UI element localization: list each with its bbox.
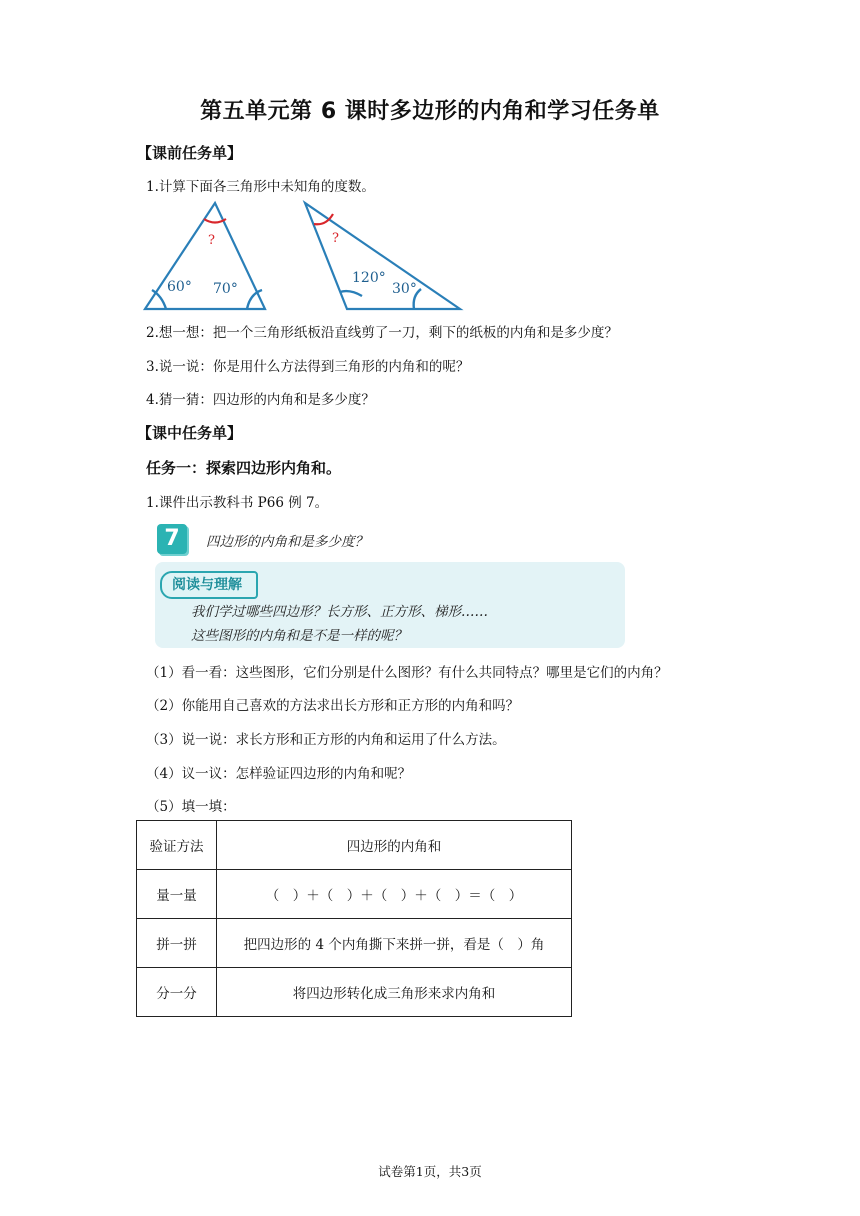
example-line-2: 这些图形的内角和是不是一样的呢？ [191, 628, 407, 644]
table-cell-fill-blank: （ ）＋（ ）＋（ ）＋（ ）＝（ ） [217, 870, 572, 919]
task1-intro: 1.课件出示教科书 P66 例 7。 [146, 495, 329, 511]
question-3: 3.说一说：你是用什么方法得到三角形的内角和的呢？ [146, 359, 470, 375]
read-understand-tag: 阅读与理解 [160, 571, 258, 599]
table-header-row [137, 821, 572, 870]
triangle-2-left-label: 120° [352, 270, 386, 286]
example-number-badge: 7 [157, 524, 187, 554]
pre-class-heading: 【课前任务单】 [137, 144, 243, 162]
question-1: 1.计算下面各三角形中未知角的度数。 [146, 179, 375, 195]
table-cell: 量一量 [137, 870, 217, 919]
triangle-1-left-angle-mark [152, 290, 166, 309]
table-cell: 拼一拼 [137, 919, 217, 968]
table-header-cell: 验证方法 [137, 821, 217, 870]
triangle-1-left-label: 60° [167, 279, 192, 295]
page-title: 第五单元第 6 课时多边形的内角和学习任务单 [200, 99, 660, 124]
table-header-cell: 四边形的内角和 [217, 821, 572, 870]
triangle-1-right-label: 70° [213, 281, 238, 297]
triangle-2-right-label: 30° [392, 281, 417, 297]
in-class-heading: 【课中任务单】 [137, 424, 243, 442]
triangle-figures [140, 196, 470, 314]
table-cell-fill-blank: 把四边形的 4 个内角撕下来拼一拼，看是（ ）角 [217, 919, 572, 968]
example-question: 四边形的内角和是多少度？ [206, 534, 368, 550]
verification-table [136, 820, 572, 1017]
sub-question-3: （3）说一说：求长方形和正方形的内角和运用了什么方法。 [146, 732, 506, 748]
table-cell: 将四边形转化成三角形来求内角和 [217, 968, 572, 1017]
triangle-1 [145, 203, 265, 309]
sub-question-5: （5）填一填： [146, 799, 236, 815]
sub-question-4: （4）议一议：怎样验证四边形的内角和呢？ [146, 766, 412, 782]
table-cell: 分一分 [137, 968, 217, 1017]
page-footer: 试卷第1页，共3页 [378, 1164, 482, 1179]
example-line-1: 我们学过哪些四边形？长方形、正方形、梯形…… [191, 604, 488, 620]
sub-question-1: （1）看一看：这些图形，它们分别是什么图形？有什么共同特点？哪里是它们的内角？ [146, 665, 668, 681]
triangle-2-left-angle-mark [340, 291, 362, 296]
table-row [137, 870, 572, 919]
question-2: 2.想一想：把一个三角形纸板沿直线剪了一刀，剩下的纸板的内角和是多少度？ [146, 325, 618, 341]
triangle-2-top-label: ? [332, 231, 339, 246]
triangle-1-top-label: ? [208, 233, 215, 248]
triangle-2 [305, 203, 460, 309]
table-row [137, 968, 572, 1017]
sub-question-2: （2）你能用自己喜欢的方法求出长方形和正方形的内角和吗？ [146, 698, 520, 714]
question-4: 4.猜一猜：四边形的内角和是多少度？ [146, 392, 375, 408]
table-row [137, 919, 572, 968]
task1-title: 任务一：探索四边形内角和。 [146, 459, 342, 477]
